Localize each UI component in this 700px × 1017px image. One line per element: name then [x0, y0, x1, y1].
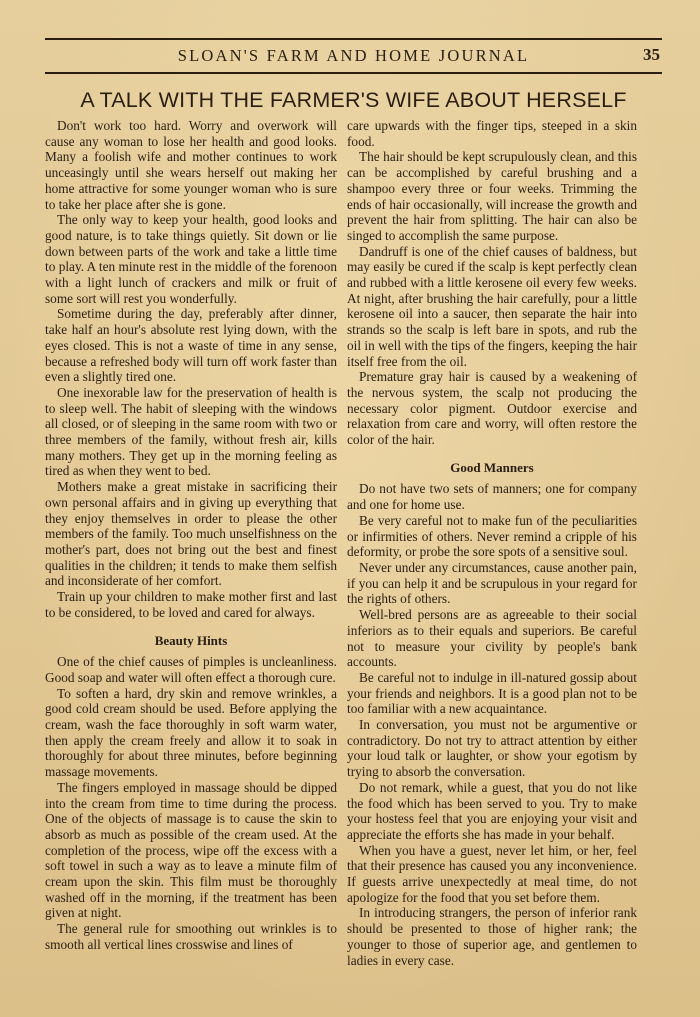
left-column [45, 118, 337, 953]
paragraph: Train up your children to make mother first and last to be considered, to be loved and cared for always. [45, 589, 337, 620]
page-number: 35 [643, 45, 660, 64]
paragraph: Do not remark, while a guest, that you do not like the food which has been served to you. Try to make your hostess feel that you are enjoying your visit and appreciate the efforts she has made in your behalf. [347, 779, 637, 842]
right-column [347, 118, 637, 968]
paragraph: Well-bred persons are as agreeable to their social inferiors as to their equals and superiors. Be careful not to measure your civility by people's bank accounts. [347, 607, 637, 670]
paragraph: In introducing strangers, the person of inferior rank should be presented to those of higher rank; the younger to those of superior age, and gentlemen to ladies in every case. [347, 905, 637, 968]
paragraph: Be very careful not to make fun of the peculiarities or infirmities of others. Never remind a cripple of his deformity, or probe the sore spots of a sensitive soul. [347, 512, 637, 560]
paragraph: The only way to keep your health, good looks and good nature, is to take things quietly. Sit down or lie down between parts of the work and take a little time to play. A ten minute rest in the middle of the forenoon with a light lunch of crackers and milk or fruit of some sort will rest you wonderfully. [45, 212, 337, 306]
paragraph: The fingers employed in massage should be dipped into the cream from time to time during the process. One of the objects of massage is to cause the skin to absorb as much as possible of the cream used. At the completion of the process, wipe off the excess with a soft towel in such a way as to leave a minute film of cream upon the skin. This film must be thoroughly washed off in the morning, if the treatment has been given at night. [45, 779, 337, 921]
paragraph: Do not have two sets of manners; one for company and one for home use. [347, 481, 637, 513]
article-title: A TALK WITH THE FARMER'S WIFE ABOUT HERSELF [80, 88, 627, 112]
paragraph: The general rule for smoothing out wrinkles is to smooth all vertical lines crosswise and lines of [45, 921, 337, 952]
paragraph: In conversation, you must not be argumentive or contradictory. Do not try to attract attention by either your loud talk or laughter, or show your egotism by trying to absorb the conversation. [347, 717, 637, 780]
paragraph: Be careful not to indulge in ill-natured gossip about your friends and neighbors. It is a good plan not to be too familiar with a new acquaintance. [347, 669, 637, 717]
paragraph: One of the chief causes of pimples is uncleanliness. Good soap and water will often effect a thorough cure. [45, 654, 337, 685]
good-manners-heading: Good Manners [450, 459, 534, 475]
paragraph: Never under any circumstances, cause another pain, if you can help it and be scrupulous in your regard for the rights of others. [347, 559, 637, 607]
paragraph: When you have a guest, never let him, or her, feel that their presence has caused you any inconvenience. If guests arrive unexpectedly at meal time, do not apologize for the food that you set before them. [347, 842, 637, 905]
paragraph: The hair should be kept scrupulously clean, and this can be accomplished by careful brushing and a shampoo every three or four weeks. Trimming the ends of hair occasionally, will increase the growth and prevent the hair from splitting. The hair can also be singed to accomplish the same purpose. [347, 149, 637, 243]
paragraph: Don't work too hard. Worry and overwork will cause any woman to lose her health and good looks. Many a foolish wife and mother continues to work unceasingly until she wears herself out making her home attractive for some younger woman who is sure to take her place after she is gone. [45, 118, 337, 212]
paragraph: Mothers make a great mistake in sacrificing their own personal affairs and in giving up everything that they enjoy themselves in order to please the other members of the family. Too much unselfishness on the mother's part, does not bring out the best and finest qualities in the children; it tends to make them selfish and inconsiderate of her comfort. [45, 479, 337, 589]
paragraph: One inexorable law for the preservation of health is to sleep well. The habit of sleeping with the windows all closed, or of sleeping in the same room with two or three members of the family, without fresh air, kills many mothers. They get up in the morning feeling as tired as when they went to bed. [45, 384, 337, 479]
beauty-hints-heading: Beauty Hints [154, 632, 228, 648]
paragraph: Dandruff is one of the chief causes of baldness, but may easily be cured if the scalp is kept perfectly clean and rubbed with a little kerosene oil every few weeks. At night, after brushing the hair carefully, pour a little kerosene oil into a saucer, then separate the hair into strands so the scalp is left bare in spots, and rub the oil in well with the tips of the fingers, keeping the hair itself free from the oil. [347, 243, 637, 369]
paragraph: Sometime during the day, preferably after dinner, take half an hour's absolute rest lying down, with the eyes closed. This is not a waste of time in any sense, because a refreshed body will turn off work faster than even a slightly tired one. [45, 306, 337, 385]
journal-title: SLOAN'S FARM AND HOME JOURNAL [177, 46, 530, 65]
running-header [45, 38, 662, 74]
paragraph: Premature gray hair is caused by a weakening of the nervous system, the scalp not producing the necessary color pigment. Outdoor exercise and relaxation from care and worry, will often restore the color of the hair. [347, 369, 637, 448]
paragraph: To soften a hard, dry skin and remove wrinkles, a good cold cream should be used. Before applying the cream, wash the face thoroughly in soft warm water, then apply the cream freely and allow it to soak in thoroughly for about three minutes, before beginning massage movements. [45, 685, 337, 780]
paragraph: care upwards with the finger tips, steeped in a skin food. [347, 118, 637, 149]
